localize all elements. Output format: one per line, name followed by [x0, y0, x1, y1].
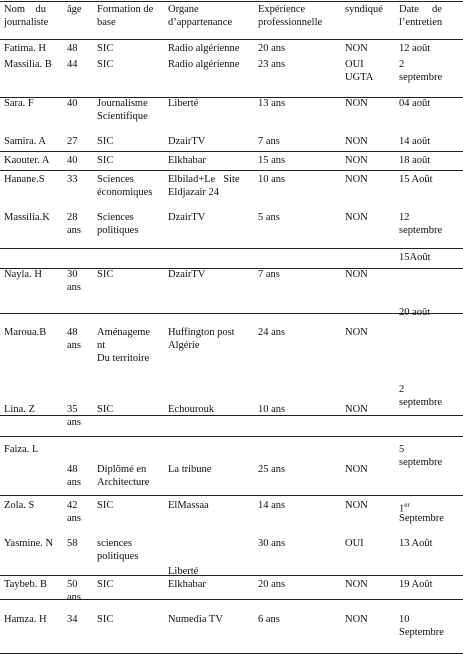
header-experience: professionnelle [258, 17, 323, 28]
table-rule [0, 436, 463, 437]
cell-age: 27 [67, 136, 78, 147]
cell-experience: 7 ans [258, 136, 280, 147]
cell-organe: La tribune [168, 464, 212, 475]
cell-date: 2 [399, 59, 405, 70]
cell-date: 19 Août [399, 579, 433, 590]
cell-syndique: UGTA [345, 72, 374, 83]
cell-age: 44 [67, 59, 78, 70]
header-age: âge [67, 4, 82, 15]
table-rule [0, 1, 463, 2]
cell-name: Taybeb. B [4, 579, 48, 590]
cell-date: 15 Août [399, 174, 433, 185]
cell-age: 58 [67, 538, 78, 549]
header-syndique: syndiqué [345, 4, 383, 15]
cell-syndique: NON [345, 174, 368, 185]
cell-formation: Du territoire [97, 353, 150, 364]
cell-date: septembre [399, 72, 443, 83]
cell-syndique: NON [345, 579, 368, 590]
cell-age: ans [67, 282, 81, 293]
cell-organe: DzairTV [168, 269, 206, 280]
cell-name: Lina. Z [4, 404, 35, 415]
header-formation: Formation de [97, 4, 154, 15]
cell-date: 14 août [399, 136, 431, 147]
cell-syndique: NON [345, 136, 368, 147]
cell-age: ans [67, 340, 81, 351]
cell-experience: 23 ans [258, 59, 286, 70]
cell-syndique: NON [345, 327, 368, 338]
cell-date: 12 août [399, 43, 431, 54]
cell-name: Zola. S [4, 500, 35, 511]
cell-organe: Elbilad+Le Site [168, 174, 240, 185]
cell-age: 42 [67, 500, 78, 511]
cell-age: 50 [67, 579, 78, 590]
cell-date: 13 Août [399, 538, 433, 549]
cell-date: 20 août [399, 307, 431, 318]
cell-age: ans [67, 513, 81, 524]
cell-experience: 10 ans [258, 174, 286, 185]
cell-organe: DzairTV [168, 212, 206, 223]
cell-age: 33 [67, 174, 78, 185]
cell-name: Faiza. L [4, 444, 39, 455]
cell-syndique: NON [345, 500, 368, 511]
cell-organe: Huffington post [168, 327, 235, 338]
table-rule [0, 653, 463, 654]
cell-syndique: NON [345, 614, 368, 625]
cell-name: Sara. F [4, 98, 34, 109]
cell-experience: 5 ans [258, 212, 280, 223]
cell-formation: SIC [97, 579, 114, 590]
header-name: Nom du [4, 4, 46, 15]
table-rule [0, 39, 463, 40]
cell-syndique: NON [345, 269, 368, 280]
cell-formation: SIC [97, 614, 114, 625]
cell-syndique: NON [345, 98, 368, 109]
cell-age: 40 [67, 98, 78, 109]
cell-formation: sciences [97, 538, 132, 549]
cell-name: Hamza. H [4, 614, 47, 625]
cell-date: septembre [399, 225, 443, 236]
cell-age: 30 [67, 269, 78, 280]
cell-experience: 30 ans [258, 538, 286, 549]
table-rule [0, 248, 463, 249]
cell-date: septembre [399, 457, 443, 468]
cell-syndique: OUI [345, 59, 364, 70]
header-date: l’entretien [399, 17, 443, 28]
cell-experience: 15 ans [258, 155, 286, 166]
cell-age: ans [67, 477, 81, 488]
cell-name: Nayla. H [4, 269, 42, 280]
cell-formation: politiques [97, 551, 139, 562]
cell-formation: SIC [97, 155, 114, 166]
cell-organe: DzairTV [168, 136, 206, 147]
cell-organe: ElMassaa [168, 500, 209, 511]
cell-date: 10 [399, 614, 410, 625]
cell-date: 12 [399, 212, 410, 223]
cell-date: Septembre [399, 627, 444, 638]
cell-formation: SIC [97, 43, 114, 54]
cell-organe: Algérie [168, 340, 200, 351]
cell-formation: SIC [97, 269, 114, 280]
cell-formation: Aménageme [97, 327, 151, 338]
cell-formation: politiques [97, 225, 139, 236]
cell-age: 48 [67, 327, 78, 338]
cell-age: ans [67, 225, 81, 236]
cell-date: 5 [399, 444, 405, 455]
header-name: journaliste [4, 17, 49, 28]
cell-formation: SIC [97, 500, 114, 511]
cell-date: Septembre [399, 513, 444, 524]
cell-date: septembre [399, 397, 443, 408]
cell-age: 34 [67, 614, 78, 625]
cell-formation: Sciences [97, 174, 134, 185]
cell-organe: Liberté [168, 98, 199, 109]
cell-syndique: NON [345, 155, 368, 166]
cell-name: Hanane.S [4, 174, 45, 185]
cell-name: Massilia. B [4, 59, 52, 70]
table-rule [0, 495, 463, 496]
header-experience: Expérience [258, 4, 306, 15]
cell-formation: nt [97, 340, 106, 351]
cell-syndique: NON [345, 43, 368, 54]
header-date: Date de [399, 4, 442, 15]
cell-experience: 24 ans [258, 327, 286, 338]
header-organe: d’appartenance [168, 17, 233, 28]
cell-age: 28 [67, 212, 78, 223]
cell-age: 48 [67, 464, 78, 475]
cell-date: 1er [399, 501, 410, 515]
cell-experience: 20 ans [258, 43, 286, 54]
cell-formation: Sciences [97, 212, 134, 223]
cell-date: 15Août [399, 252, 431, 263]
cell-date: 04 août [399, 98, 431, 109]
cell-organe: Radio algérienne [168, 43, 240, 54]
cell-experience: 14 ans [258, 500, 286, 511]
cell-formation: économiques [97, 187, 153, 198]
cell-experience: 20 ans [258, 579, 286, 590]
cell-syndique: NON [345, 464, 368, 475]
cell-age: ans [67, 417, 81, 428]
cell-age: 48 [67, 43, 78, 54]
cell-name: Fatima. H [4, 43, 46, 54]
cell-date: 2 [399, 384, 405, 395]
cell-organe: Eldjazair 24 [168, 187, 220, 198]
cell-organe: Liberté [168, 566, 199, 577]
cell-syndique: NON [345, 212, 368, 223]
cell-name: Samira. A [4, 136, 46, 147]
table-rule [0, 151, 463, 152]
cell-organe: Elkhabar [168, 155, 206, 166]
cell-formation: Scientifique [97, 111, 148, 122]
table-rule [0, 575, 463, 576]
cell-organe: Numedia TV [168, 614, 223, 625]
cell-syndique: OUI [345, 538, 364, 549]
cell-name: Yasmine. N [4, 538, 54, 549]
cell-name: Massilia.K [4, 212, 50, 223]
cell-age: 35 [67, 404, 78, 415]
cell-organe: Elkhabar [168, 579, 206, 590]
cell-experience: 6 ans [258, 614, 280, 625]
table-rule [0, 313, 463, 314]
cell-formation: SIC [97, 59, 114, 70]
cell-organe: Radio algérienne [168, 59, 240, 70]
cell-syndique: NON [345, 404, 368, 415]
cell-formation: Architecture [97, 477, 150, 488]
cell-date: 18 août [399, 155, 431, 166]
cell-organe: Echourouk [168, 404, 215, 415]
cell-experience: 13 ans [258, 98, 286, 109]
header-formation: base [97, 17, 116, 28]
cell-name: Maroua.B [4, 327, 47, 338]
cell-formation: SIC [97, 136, 114, 147]
cell-formation: SIC [97, 404, 114, 415]
cell-age: 40 [67, 155, 78, 166]
cell-formation: Journalisme [97, 98, 148, 109]
cell-name: Kaouter. A [4, 155, 50, 166]
cell-experience: 25 ans [258, 464, 286, 475]
table-rule [0, 170, 463, 171]
header-organe: Organe [168, 4, 199, 15]
cell-experience: 7 ans [258, 269, 280, 280]
cell-age: ans [67, 592, 81, 603]
cell-formation: Diplômé en [97, 464, 147, 475]
cell-experience: 10 ans [258, 404, 286, 415]
